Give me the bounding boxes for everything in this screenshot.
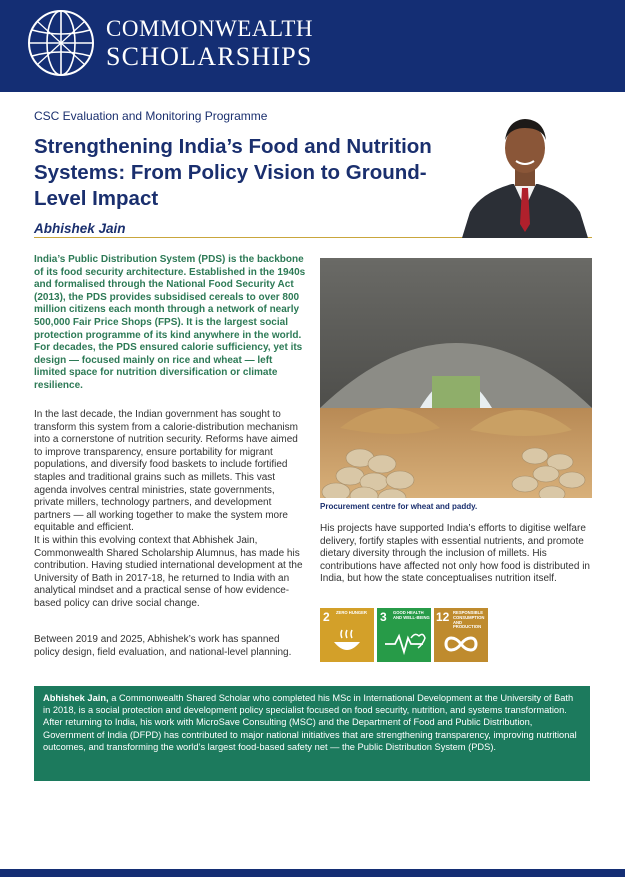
- sdg-label: GOOD HEALTH AND WELL-BEING: [393, 610, 430, 620]
- bio-box: [34, 686, 590, 781]
- logo-wordmark: [106, 16, 313, 72]
- heartbeat-icon: [377, 608, 431, 662]
- body-paragraph: In the last decade, the Indian government has sought to transform this system from a calorie-distribution mechanism into a cornerstone of nutrition security. Reforms have aimed to improve transparency, ensure portability for migrant populations, and diversify food baskets to include fortified staples and traditional grains such as millets. This vast agenda involves central ministries, state governments, private millers, technology partners, and development partners — all working together to make the system more equitable and efficient.: [34, 409, 298, 534]
- procurement-centre-photo: [320, 258, 592, 498]
- sdg-number: 3: [380, 610, 387, 624]
- bowl-icon: [320, 608, 374, 662]
- page-title: Strengthening India’s Food and Nutrition Systems: From Policy Vision to Ground-Level Impact: [34, 135, 432, 210]
- logo-line-2: SCHOLARSHIPS: [106, 42, 313, 71]
- sdg-number: 12: [436, 610, 450, 624]
- author-portrait: [452, 104, 598, 238]
- programme-label: CSC Evaluation and Monitoring Programme: [34, 109, 268, 123]
- photo-caption: Procurement centre for wheat and paddy.: [320, 502, 478, 511]
- globe-logo-icon: [26, 8, 96, 78]
- body-paragraph: His projects have supported India’s efforts to digitise welfare delivery, fortify staples with essential nutrients, and promote dietary diversity through the inclusion of millets. His contributions have affected not only how food is distributed in India, but how the state conceptualises nutrition itself.: [320, 523, 590, 585]
- body-paragraph: Between 2019 and 2025, Abhishek’s work has spanned policy design, field evaluation, and national-level planning.: [34, 634, 292, 658]
- body-paragraph: It is within this evolving context that Abhishek Jain, Commonwealth Shared Scholarship Alumnus, has made his contribution. Having studied international development at the University of Bath in 2017-18, he returned to India with an analytical mindset and a practical sense of how evidence-based policy can drive social change.: [34, 535, 303, 609]
- logo-line-1: COMMONWEALTH: [106, 16, 314, 41]
- author-name: Abhishek Jain: [34, 221, 132, 236]
- bio-name: Abhishek Jain,: [43, 693, 109, 703]
- sdg-2-tile: [320, 608, 374, 662]
- sdg-label: ZERO HUNGER: [336, 610, 367, 615]
- sdg-12-tile: [434, 608, 488, 662]
- header-banner: [0, 0, 625, 92]
- footer-bar: [0, 869, 625, 877]
- infinity-icon: [434, 608, 488, 662]
- lead-paragraph: India’s Public Distribution System (PDS) is the backbone of its food security architecture. Established in the 1940s and formalised through the National Food Security Act (2013), the PDS provides subsidised cereals to over 800 million citizens each month through a network of nearly 500,000 Fair Price Shops (FPS). It is the largest social protection programme of its kind anywhere in the world. For decades, the PDS ensured calorie sufficiency, yet its design — focused mainly on rice and wheat — left limited space for nutrition diversification or climate resilience.: [34, 254, 306, 391]
- sdg-3-tile: [377, 608, 431, 662]
- sdg-label: RESPONSIBLE CONSUMPTION AND PRODUCTION: [453, 610, 485, 630]
- bio-text: a Commonwealth Shared Scholar who completed his MSc in International Development at the University of Bath in 2018, is a social protection and development policy specialist focused on food security, nutrition, and systems transformation. After returning to India, his work with MicroSave Consulting (MSC) and the Department of Food and Public Distribution, Government of India (DFPD) has contributed to major national initiatives that are strengthening transparency, improving nutritional outcomes, and transforming the world’s largest food-based safety net — the Public Distribution System (PDS).: [43, 693, 577, 752]
- sdg-number: 2: [323, 610, 330, 624]
